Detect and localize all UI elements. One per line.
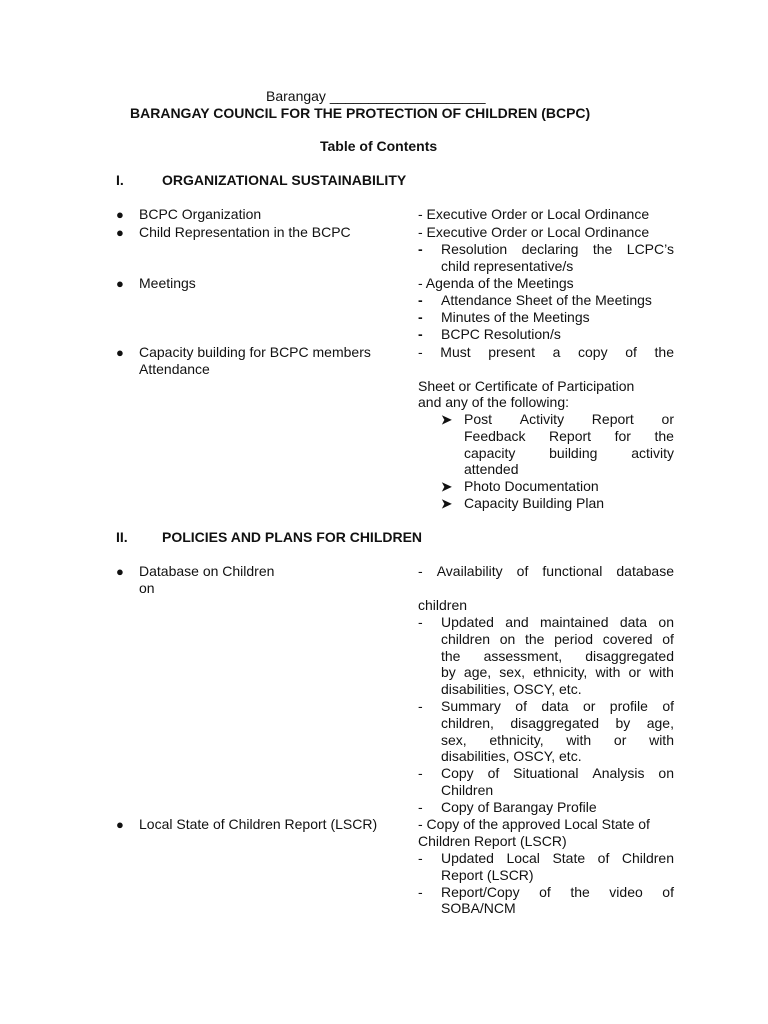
- sub-requirement-cont: sex, ethnicity, with or with: [441, 732, 674, 748]
- section-2-number: II.: [116, 529, 128, 545]
- item-label-lscr: Local State of Children Report (LSCR): [139, 816, 378, 832]
- item-label-database: Database on Children: [139, 563, 275, 579]
- dash-icon: -: [418, 850, 423, 866]
- sub-requirement: Updated Local State of Children: [441, 850, 674, 866]
- arrow-item-cont: attended: [464, 461, 519, 477]
- section-1-title: ORGANIZATIONAL SUSTAINABILITY: [162, 172, 407, 188]
- sub-requirement: Resolution declaring the LCPC’s: [441, 241, 674, 257]
- sub-requirement-cont: child representative/s: [441, 258, 574, 274]
- arrow-bullet-icon: ➤: [441, 412, 452, 427]
- item-label-meetings: Meetings: [139, 275, 196, 291]
- arrow-item: Photo Documentation: [464, 478, 599, 494]
- bullet-icon: ●: [116, 207, 124, 222]
- toc-title: Table of Contents: [320, 138, 438, 154]
- bullet-icon: ●: [116, 817, 124, 832]
- dash-icon: -: [418, 292, 423, 308]
- dash-icon: -: [418, 799, 423, 815]
- sub-requirement: Copy of Barangay Profile: [441, 799, 597, 815]
- sub-requirement-cont: children on the period covered of: [441, 631, 674, 647]
- sub-requirement-cont: disabilities, OSCY, etc.: [441, 748, 582, 764]
- sub-requirement: Attendance Sheet of the Meetings: [441, 292, 652, 308]
- sub-requirement-cont: Children: [441, 782, 494, 798]
- sub-requirement-cont: disabilities, OSCY, etc.: [441, 681, 582, 697]
- council-title: BARANGAY COUNCIL FOR THE PROTECTION OF CHILDREN (BCPC): [130, 105, 591, 121]
- sub-requirement-cont: the assessment, disaggregated: [441, 648, 674, 664]
- item-label-attendance: Attendance: [139, 361, 210, 377]
- item-requirement-cont: and any of the following:: [418, 394, 569, 410]
- item-label-capacity-building: Capacity building for BCPC members: [139, 344, 371, 360]
- sub-requirement-cont: children, disaggregated by age,: [441, 715, 674, 731]
- sub-requirement: Minutes of the Meetings: [441, 309, 590, 325]
- dash-icon: -: [418, 309, 423, 325]
- dash-icon: -: [418, 765, 423, 781]
- sub-requirement: Summary of data or profile of: [441, 698, 674, 714]
- item-label-database-cont: on: [139, 580, 155, 596]
- item-requirement: - Agenda of the Meetings: [418, 275, 574, 291]
- dash-icon: -: [418, 698, 423, 714]
- arrow-item: Capacity Building Plan: [464, 495, 605, 511]
- arrow-bullet-icon: ➤: [441, 479, 452, 494]
- item-label-child-representation: Child Representation in the BCPC: [139, 224, 351, 240]
- sub-requirement: Copy of Situational Analysis on: [441, 765, 674, 781]
- section-2-title: POLICIES AND PLANS FOR CHILDREN: [162, 529, 423, 545]
- sub-requirement-cont: by age, sex, ethnicity, with or with: [441, 664, 674, 680]
- item-requirement: - Executive Order or Local Ordinance: [418, 224, 650, 240]
- arrow-item-cont: Feedback Report for the: [464, 428, 674, 444]
- sub-requirement: Updated and maintained data on: [441, 614, 674, 630]
- arrow-bullet-icon: ➤: [441, 496, 452, 511]
- item-requirement: - Availability of functional database: [418, 563, 674, 579]
- dash-icon: -: [418, 884, 423, 900]
- dash-icon: -: [418, 614, 423, 630]
- arrow-item-cont: capacity building activity: [464, 445, 674, 461]
- item-requirement-cont: Children Report (LSCR): [418, 833, 567, 849]
- sub-requirement-cont: Report (LSCR): [441, 867, 534, 883]
- dash-icon: -: [418, 241, 423, 257]
- arrow-item: Post Activity Report or: [464, 411, 674, 427]
- barangay-label: Barangay ____________________: [266, 88, 486, 104]
- sub-requirement: Report/Copy of the video of: [441, 884, 674, 900]
- sub-requirement-cont: SOBA/NCM: [441, 900, 516, 916]
- bullet-icon: ●: [116, 276, 124, 291]
- bullet-icon: ●: [116, 225, 124, 240]
- item-requirement: - Copy of the approved Local State of: [418, 816, 650, 832]
- item-label-bcpc-organization: BCPC Organization: [139, 206, 262, 222]
- item-requirement: - Executive Order or Local Ordinance: [418, 206, 650, 222]
- section-1-number: I.: [116, 172, 124, 188]
- bullet-icon: ●: [116, 564, 124, 579]
- bullet-icon: ●: [116, 345, 124, 360]
- item-requirement-cont: Sheet or Certificate of Participation: [418, 378, 635, 394]
- item-requirement-cont: children: [418, 597, 468, 613]
- dash-icon: -: [418, 326, 423, 342]
- item-requirement: - Must present a copy of the: [418, 344, 674, 360]
- sub-requirement: BCPC Resolution/s: [441, 326, 561, 342]
